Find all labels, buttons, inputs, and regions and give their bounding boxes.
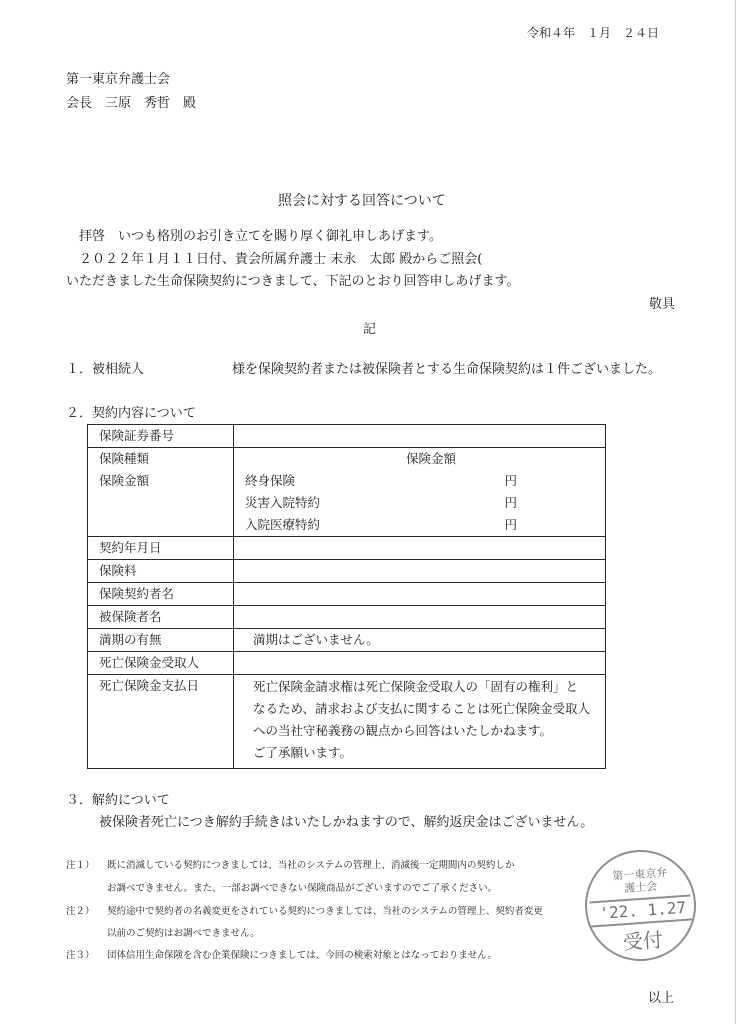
section1-label: １．被相続人: [66, 362, 145, 377]
stamp-label: 受付: [622, 927, 664, 955]
contract-table: [87, 424, 606, 769]
note-2-mark: 注２）: [66, 906, 95, 917]
insurance-type-amount-label: [88, 448, 234, 537]
note-2-line-2: 以前のご契約はお調べできません。: [107, 928, 260, 939]
beneficiary-label: 死亡保険金受取人: [88, 652, 234, 675]
note-1-mark: 注１）: [66, 860, 95, 871]
row-payment-date: [88, 675, 606, 769]
amount-header: 保険金額: [406, 451, 457, 466]
premium-value: [234, 560, 606, 583]
policy-holder-label: 保険契約者名: [88, 583, 234, 606]
maturity-value: 満期はございません。: [234, 629, 606, 652]
amount-row: [234, 470, 517, 492]
amount-unit: 円: [504, 517, 517, 532]
row-policy-holder: [88, 583, 606, 606]
insured-label: 被保険者名: [88, 606, 234, 629]
row-insured: [88, 606, 606, 629]
end-ijou: 以上: [648, 991, 675, 1006]
contract-date-value: [234, 537, 606, 560]
policy-number-label: 保険証券番号: [88, 425, 234, 448]
section3-text: 被保険者死亡につき解約手続きはいたしかねますので、解約返戻金はございません。: [99, 815, 594, 830]
amount-name: 終身保険: [245, 473, 296, 488]
section3-label: ３．解約について: [66, 793, 170, 808]
row-insurance-type-amount: [88, 448, 606, 537]
note-3-mark: 注３）: [66, 950, 95, 961]
insurance-amount-cell: [234, 448, 606, 537]
row-policy-number: [88, 425, 606, 448]
insured-value: [234, 606, 606, 629]
premium-label: 保険料: [88, 560, 234, 583]
payment-date-value: [234, 675, 606, 769]
insurance-type-label: 保険種類: [99, 451, 150, 466]
stamp-org: 第一東京弁護士会: [611, 866, 668, 896]
amount-unit: 円: [504, 473, 517, 488]
stamp-date: '22. 1.27: [598, 897, 687, 923]
note-1-line-1: 既に消滅している契約につきましては、当社のシステムの管理上、消滅後一定期間内の契約しか: [107, 860, 515, 871]
document-title: 照会に対する回答について: [278, 193, 446, 209]
maturity-label: 満期の有無: [88, 629, 234, 652]
recipient-person: 会長 三原 秀哲 殿: [66, 96, 197, 111]
contract-date-label: 契約年月日: [88, 537, 234, 560]
payment-date-label: 死亡保険金支払日: [88, 675, 234, 769]
recipient-org: 第一東京弁護士会: [66, 72, 171, 87]
row-premium: [88, 560, 606, 583]
payment-line: ご了承願います。: [253, 745, 353, 760]
payment-line: 死亡保険金請求権は死亡保険金受取人の「固有の権利」と: [253, 679, 579, 694]
closing-keigu: 敬具: [649, 297, 676, 312]
payment-line: なるため、請求および支払に関することは死亡保険金受取人: [253, 701, 591, 716]
section2-label: ２．契約内容について: [66, 406, 196, 421]
amount-name: 災害入院特約: [245, 495, 321, 510]
insurance-amount-label: 保険金額: [99, 473, 150, 488]
payment-line: への当社守秘義務の観点から回答はいたしかねます。: [253, 723, 553, 738]
policy-number-value: [234, 425, 606, 448]
row-contract-date: [88, 537, 606, 560]
note-2-line-1: 契約途中で契約者の名義変更をされている契約につきましては、当社のシステムの管理上、契約者変更: [107, 906, 543, 917]
note-3-line-1: 団体信用生命保険を含む企業保険につきましては、今回の検索対象とはなっておりません。: [107, 950, 497, 961]
row-beneficiary: [88, 652, 606, 675]
amount-name: 入院医療特約: [245, 517, 321, 532]
intro-line-3: いただきました生命保険契約につきまして、下記のとおり回答申しあげます。: [66, 274, 520, 289]
intro-line-1: 拝啓 いつも格別のお引き立てを賜り厚く御礼申しあげます。: [79, 229, 442, 244]
beneficiary-value: [234, 652, 606, 675]
amount-row: [234, 514, 517, 536]
intro-line-2: ２０２２年１月１１日付、貴会所属弁護士 末永 太郎 殿からご照会(: [79, 252, 483, 267]
payment-text: [253, 675, 605, 768]
policy-holder-value: [234, 583, 606, 606]
amount-unit: 円: [504, 495, 517, 510]
row-maturity: [88, 629, 606, 652]
section1-text: 様を保険契約者または被保険者とする生命保険契約は１件ございました。: [232, 362, 662, 377]
amount-row: [234, 492, 517, 514]
note-1-line-2: お調べできません。また、一部お調べできない保険商品がございますのでご了承ください。: [107, 883, 498, 894]
document-date: 令和４年 １月 ２４日: [527, 26, 660, 40]
ki-heading: 記: [363, 322, 377, 337]
